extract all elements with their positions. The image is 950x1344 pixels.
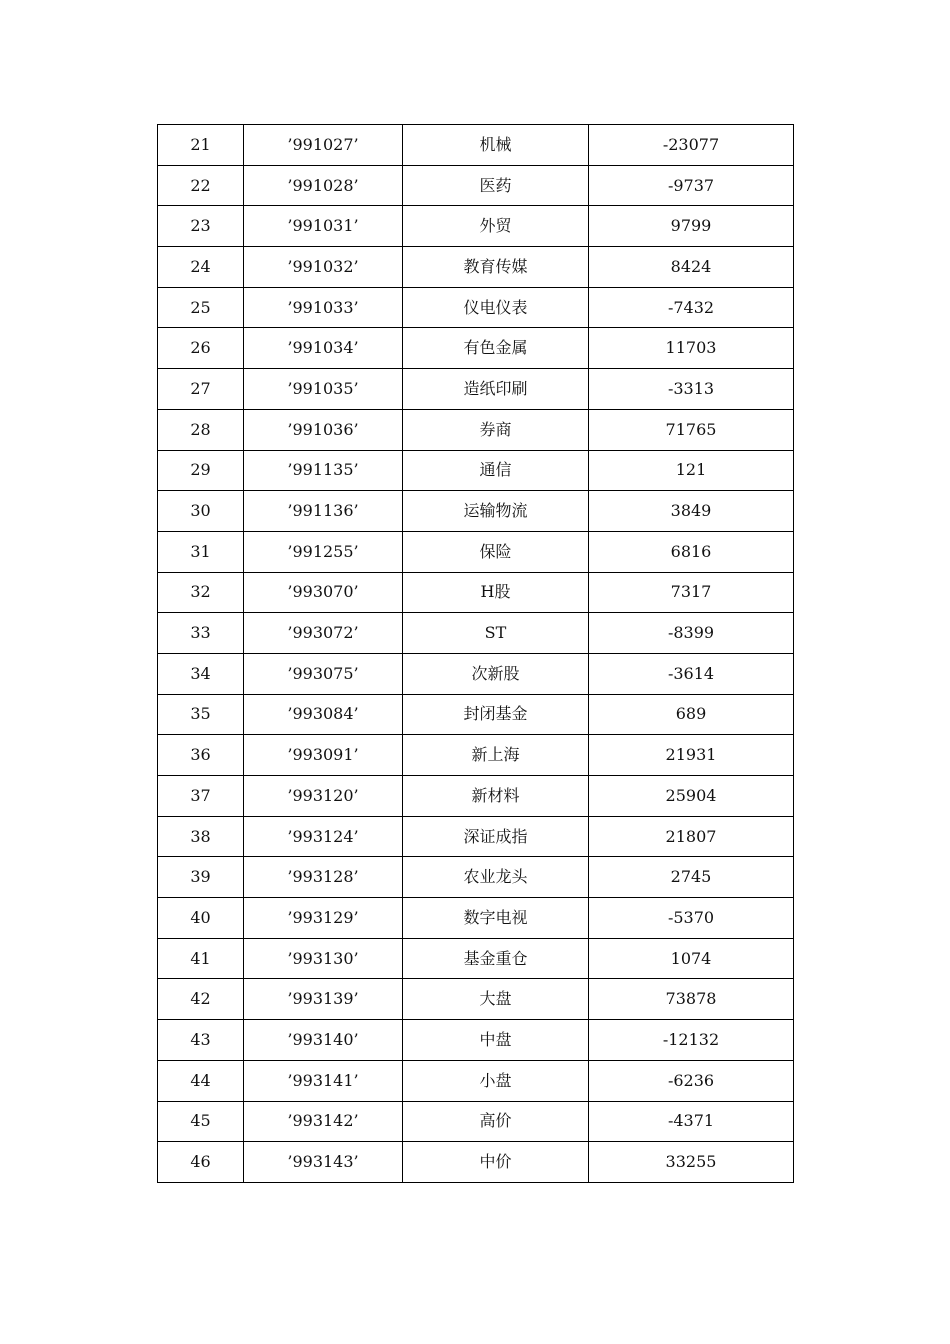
sector-code-cell: ’993075’ [244,653,403,694]
table-row [158,287,794,328]
value-cell: 25904 [589,776,794,817]
sector-name-cell: 机械 [403,125,589,166]
value-cell: 7317 [589,572,794,613]
sector-code-cell: ’991033’ [244,287,403,328]
sector-code-cell: ’993070’ [244,572,403,613]
value-cell: 1074 [589,938,794,979]
sector-name-cell: 中价 [403,1142,589,1183]
row-index-cell: 43 [158,1020,244,1061]
sector-name-cell: 保险 [403,531,589,572]
sector-code-cell: ’991031’ [244,206,403,247]
row-index-cell: 29 [158,450,244,491]
row-index-cell: 23 [158,206,244,247]
value-cell: 6816 [589,531,794,572]
table-row [158,125,794,166]
row-index-cell: 42 [158,979,244,1020]
sector-name-cell: 医药 [403,165,589,206]
row-index-cell: 34 [158,653,244,694]
value-cell: -5370 [589,898,794,939]
table-row [158,247,794,288]
value-cell: -8399 [589,613,794,654]
sector-name-cell: 新上海 [403,735,589,776]
sector-code-cell: ’991035’ [244,369,403,410]
sector-code-cell: ’993128’ [244,857,403,898]
sector-name-cell: 仪电仪表 [403,287,589,328]
value-cell: 689 [589,694,794,735]
value-cell: -9737 [589,165,794,206]
table-row [158,572,794,613]
value-cell: 2745 [589,857,794,898]
row-index-cell: 41 [158,938,244,979]
value-cell: -7432 [589,287,794,328]
sector-code-cell: ’993124’ [244,816,403,857]
sector-name-cell: 封闭基金 [403,694,589,735]
row-index-cell: 26 [158,328,244,369]
sector-code-cell: ’991032’ [244,247,403,288]
row-index-cell: 36 [158,735,244,776]
sector-code-cell: ’993129’ [244,898,403,939]
table-row [158,613,794,654]
value-cell: 73878 [589,979,794,1020]
value-cell: 8424 [589,247,794,288]
sector-name-cell: 教育传媒 [403,247,589,288]
row-index-cell: 45 [158,1101,244,1142]
value-cell: -23077 [589,125,794,166]
row-index-cell: 32 [158,572,244,613]
table-row [158,735,794,776]
value-cell: 121 [589,450,794,491]
sector-name-cell: ST [403,613,589,654]
table-row [158,165,794,206]
value-cell: 21807 [589,816,794,857]
row-index-cell: 46 [158,1142,244,1183]
sector-code-cell: ’993142’ [244,1101,403,1142]
table-row [158,328,794,369]
value-cell: 71765 [589,409,794,450]
value-cell: 33255 [589,1142,794,1183]
sector-code-cell: ’991034’ [244,328,403,369]
value-cell: 21931 [589,735,794,776]
row-index-cell: 40 [158,898,244,939]
sector-code-cell: ’993120’ [244,776,403,817]
sector-code-cell: ’991135’ [244,450,403,491]
sector-code-cell: ’991028’ [244,165,403,206]
row-index-cell: 37 [158,776,244,817]
table-row [158,1101,794,1142]
table-row [158,369,794,410]
row-index-cell: 27 [158,369,244,410]
sector-code-cell: ’991255’ [244,531,403,572]
sector-name-cell: 新材料 [403,776,589,817]
sector-name-cell: 运输物流 [403,491,589,532]
table-row [158,816,794,857]
row-index-cell: 22 [158,165,244,206]
row-index-cell: 30 [158,491,244,532]
table-row [158,1142,794,1183]
sector-name-cell: 基金重仓 [403,938,589,979]
sector-name-cell: 农业龙头 [403,857,589,898]
sector-name-cell: 小盘 [403,1060,589,1101]
row-index-cell: 33 [158,613,244,654]
sector-name-cell: H股 [403,572,589,613]
table-row [158,979,794,1020]
sector-code-cell: ’991027’ [244,125,403,166]
row-index-cell: 38 [158,816,244,857]
sector-name-cell: 数字电视 [403,898,589,939]
sector-name-cell: 高价 [403,1101,589,1142]
table-body [158,125,794,1183]
sector-code-cell: ’993072’ [244,613,403,654]
row-index-cell: 21 [158,125,244,166]
table-row [158,206,794,247]
value-cell: 3849 [589,491,794,532]
value-cell: -6236 [589,1060,794,1101]
sector-name-cell: 中盘 [403,1020,589,1061]
table-row [158,938,794,979]
sector-code-cell: ’993139’ [244,979,403,1020]
sector-code-cell: ’993141’ [244,1060,403,1101]
sector-name-cell: 造纸印刷 [403,369,589,410]
value-cell: -12132 [589,1020,794,1061]
table-row [158,450,794,491]
value-cell: 9799 [589,206,794,247]
table-row [158,857,794,898]
row-index-cell: 31 [158,531,244,572]
sector-name-cell: 大盘 [403,979,589,1020]
sector-name-cell: 有色金属 [403,328,589,369]
row-index-cell: 28 [158,409,244,450]
value-cell: -4371 [589,1101,794,1142]
row-index-cell: 24 [158,247,244,288]
table-row [158,776,794,817]
table-row [158,653,794,694]
row-index-cell: 25 [158,287,244,328]
row-index-cell: 44 [158,1060,244,1101]
sector-code-cell: ’993130’ [244,938,403,979]
value-cell: -3313 [589,369,794,410]
sector-name-cell: 外贸 [403,206,589,247]
row-index-cell: 39 [158,857,244,898]
sector-code-cell: ’991136’ [244,491,403,532]
sector-code-cell: ’991036’ [244,409,403,450]
sector-code-cell: ’993084’ [244,694,403,735]
sector-data-table [157,124,794,1183]
table-row [158,409,794,450]
table-row [158,694,794,735]
value-cell: 11703 [589,328,794,369]
row-index-cell: 35 [158,694,244,735]
sector-code-cell: ’993140’ [244,1020,403,1061]
table-row [158,898,794,939]
value-cell: -3614 [589,653,794,694]
sector-code-cell: ’993091’ [244,735,403,776]
table-row [158,1060,794,1101]
sector-code-cell: ’993143’ [244,1142,403,1183]
table-row [158,491,794,532]
table-row [158,1020,794,1061]
sector-name-cell: 通信 [403,450,589,491]
sector-name-cell: 次新股 [403,653,589,694]
table-row [158,531,794,572]
sector-name-cell: 券商 [403,409,589,450]
sector-name-cell: 深证成指 [403,816,589,857]
